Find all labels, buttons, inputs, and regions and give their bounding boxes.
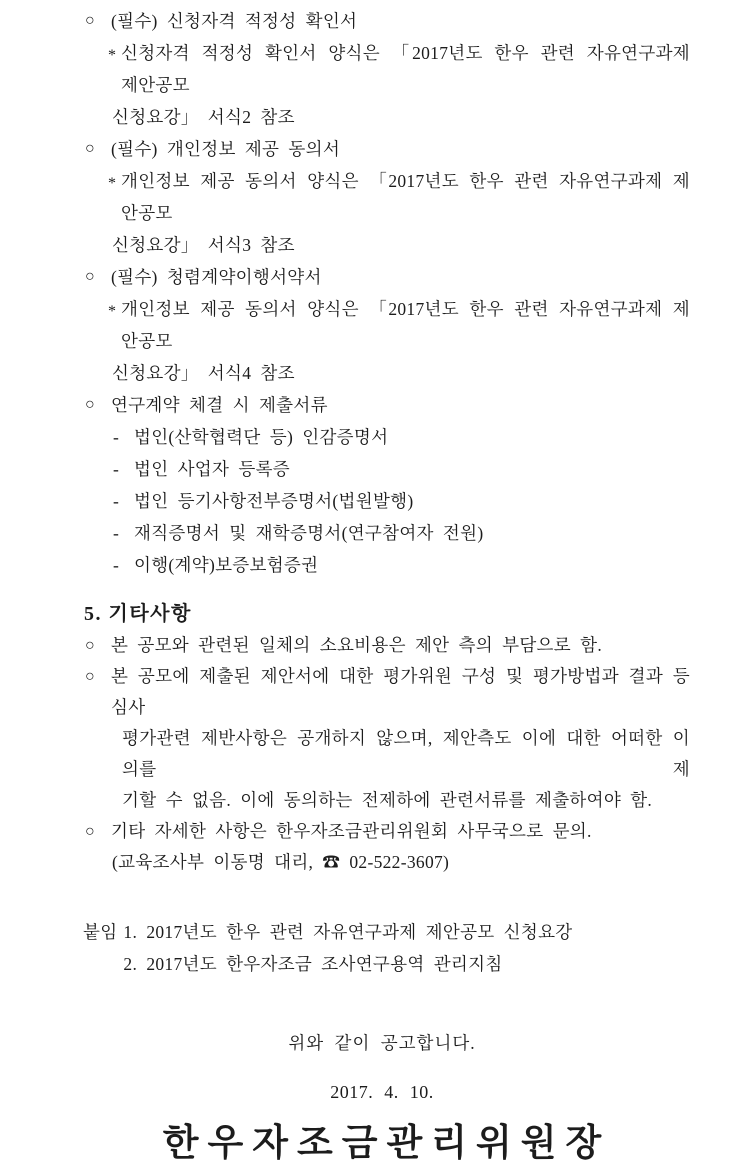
dash-bullet-icon: - <box>113 555 120 575</box>
line-text: 신청요강」 서식3 참조 <box>112 235 295 255</box>
etc-items-list <box>0 630 750 878</box>
list-item <box>0 5 690 37</box>
line-text: (필수) 개인정보 제공 동의서 <box>111 139 341 159</box>
line-text: (필수) 청렴계약이행서약서 <box>111 267 322 287</box>
line-text: 신청자격 적정성 확인서 양식은 「2017년도 한우 관련 자유연구과제 제안공모 <box>121 43 690 95</box>
line-text: 기타 자세한 사항은 한우자조금관리위원회 사무국으로 문의. <box>111 821 592 841</box>
asterisk-bullet-icon: * <box>108 175 117 192</box>
attachments-label: 붙임 <box>83 922 118 942</box>
circle-bullet-icon: ○ <box>85 637 95 654</box>
line-text: 기할 수 없음. 이에 동의하는 전제하에 관련서류를 제출하여야 함. <box>122 790 653 810</box>
line-text: 본 공모와 관련된 일체의 소요비용은 제안 측의 부담으로 함. <box>111 635 602 655</box>
attachments-block <box>0 916 750 980</box>
submission-documents-list <box>0 0 750 581</box>
circle-bullet-icon: ○ <box>85 268 95 285</box>
list-item <box>0 847 690 878</box>
list-item <box>0 661 690 723</box>
dash-bullet-icon: - <box>113 491 120 511</box>
closing-statement: 위와 같이 공고합니다. <box>288 1033 476 1053</box>
dash-bullet-icon: - <box>113 427 120 447</box>
attachments-items <box>123 916 572 980</box>
line-text: 본 공모에 제출된 제안서에 대한 평가위원 구성 및 평가방법과 결과 등 심사 <box>111 666 690 717</box>
circle-bullet-icon: ○ <box>85 823 95 840</box>
list-item <box>0 816 690 847</box>
list-item <box>0 165 690 229</box>
line-text: 신청요강」 서식4 참조 <box>112 363 295 383</box>
section-title-etc: 5. 기타사항 <box>84 603 192 625</box>
list-item <box>0 723 690 785</box>
line-text: 이행(계약)보증보험증권 <box>134 555 319 575</box>
signature-title: 한우자조금관리위원장 <box>162 1123 611 1164</box>
line-text: 재직증명서 및 재학증명서(연구참여자 전원) <box>134 523 484 543</box>
circle-bullet-icon: ○ <box>85 396 95 413</box>
list-item <box>0 421 690 453</box>
list-item <box>0 485 690 517</box>
list-item <box>0 785 690 816</box>
circle-bullet-icon: ○ <box>85 140 95 157</box>
list-item <box>0 229 690 261</box>
list-item <box>0 261 690 293</box>
line-text: (교육조사부 이동명 대리, ☎ 02-522-3607) <box>112 852 450 872</box>
line-text: 법인 등기사항전부증명서(법원발행) <box>134 491 414 511</box>
attachment-item: 2. 2017년도 한우자조금 조사연구용역 관리지침 <box>123 954 503 974</box>
list-item <box>0 293 690 357</box>
attachment-item: 1. 2017년도 한우 관련 자유연구과제 제안공모 신청요강 <box>123 922 573 942</box>
asterisk-bullet-icon: * <box>108 47 117 64</box>
dash-bullet-icon: - <box>113 459 120 479</box>
announcement-date: 2017. 4. 10. <box>330 1082 434 1102</box>
dash-bullet-icon: - <box>113 523 120 543</box>
line-text: 개인정보 제공 동의서 양식은 「2017년도 한우 관련 자유연구과제 제안공모 <box>121 299 690 351</box>
circle-bullet-icon: ○ <box>85 668 95 685</box>
line-text: 법인 사업자 등록증 <box>134 459 290 479</box>
line-text: 신청요강」 서식2 참조 <box>112 107 295 127</box>
list-item <box>0 517 690 549</box>
list-item <box>0 549 690 581</box>
list-item <box>0 453 690 485</box>
list-item <box>0 389 690 421</box>
list-item <box>0 101 690 133</box>
list-item <box>0 630 690 661</box>
line-text: 법인(산학협력단 등) 인감증명서 <box>134 427 389 447</box>
circle-bullet-icon: ○ <box>85 12 95 29</box>
asterisk-bullet-icon: * <box>108 303 117 320</box>
line-text: 연구계약 체결 시 제출서류 <box>111 395 328 415</box>
line-text: 평가관련 제반사항은 공개하지 않으며, 제안측도 이에 대한 어떠한 이의를 제 <box>122 728 690 779</box>
list-item <box>0 37 690 101</box>
list-item <box>0 357 690 389</box>
line-text: (필수) 신청자격 적정성 확인서 <box>111 11 358 31</box>
line-text: 개인정보 제공 동의서 양식은 「2017년도 한우 관련 자유연구과제 제안공모 <box>121 171 690 223</box>
list-item <box>0 133 690 165</box>
